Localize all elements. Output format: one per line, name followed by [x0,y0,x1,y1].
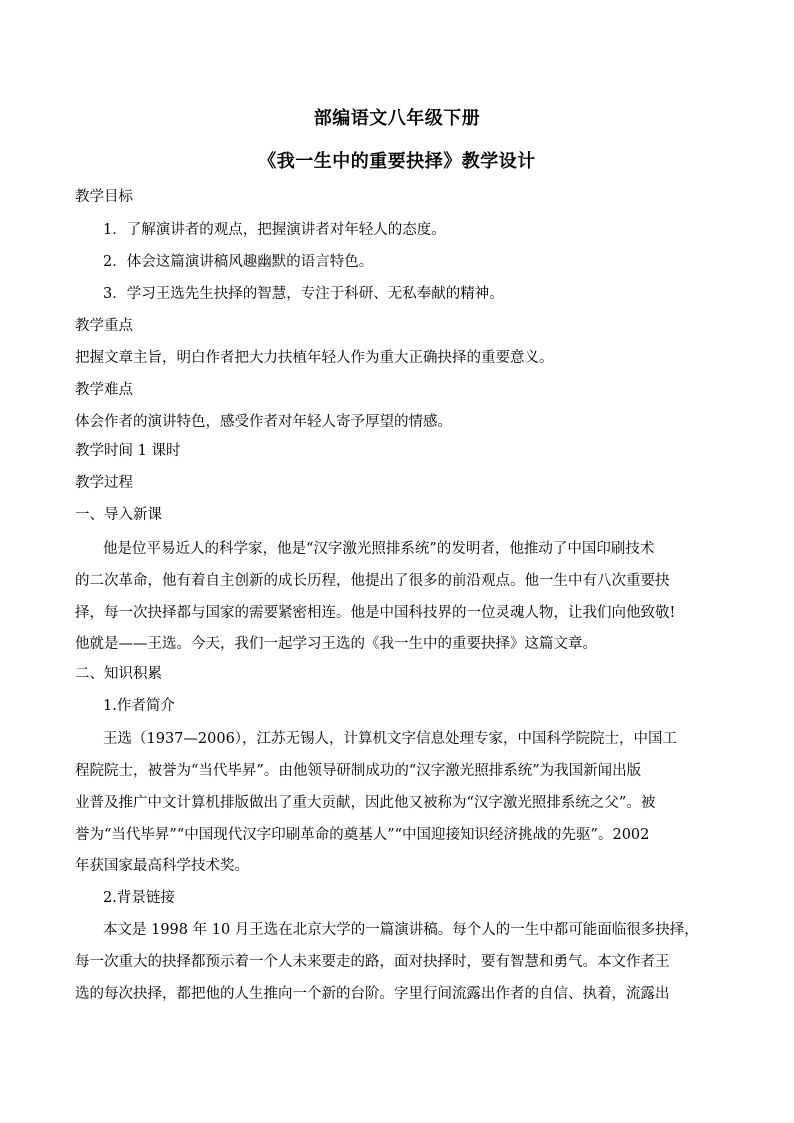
sub2-line-3: 选的每次抉择，都把他的人生推向一个新的台阶。字里行间流露出作者的自信、执着，流露出 [75,986,670,1002]
sub2-line-2: 每一次重大的抉择都预示着一个人未来要走的路，面对抉择时，要有智慧和勇气。本文作者王 [75,954,670,970]
difficulties-heading: 教学难点 [75,382,133,398]
section1-heading: 一、导入新课 [75,507,162,523]
sub2-line-1: 本文是 1998 年 10 月王选在北京大学的一篇演讲稿。每个人的一生中都可能面临很多抉择， [103,922,699,938]
key-points-heading: 教学重点 [75,318,133,334]
document-title-line1: 部编语文八年级下册 [313,108,481,129]
objective-item-3: 3．学习王选先生抉择的智慧，专注于科研、无私奉献的精神。 [103,286,504,302]
section1-line-1: 他是位平易近人的科学家，他是“汉字激光照排系统”的发明者，他推动了中国印刷技术 [103,541,655,557]
process-heading: 教学过程 [75,475,133,491]
objective-item-1: 1．了解演讲者的观点，把握演讲者对年轻人的态度。 [103,222,446,238]
sub1-line-5: 年获国家最高科学技术奖。 [75,858,249,874]
sub2-heading: 2.背景链接 [103,890,175,906]
sub1-line-1: 王选（1937—2006），江苏无锡人，计算机文字信息处理专家，中国科学院院士，中国工 [103,731,678,747]
section1-line-3: 择，每一次抉择都与国家的需要紧密相连。他是中国科技界的一位灵魂人物，让我们向他致敬! [75,605,676,621]
section1-line-2: 的二次革命，他有着自主创新的成长历程，他提出了很多的前沿观点。他一生中有八次重要抉 [75,573,670,589]
sub1-line-2: 程院院士，被誉为“当代毕昇”。由他领导研制成功的“汉字激光照排系统”为我国新闻出版 [75,763,642,779]
difficulties-text: 体会作者的演讲特色，感受作者对年轻人寄予厚望的情感。 [75,414,452,430]
key-points-text: 把握文章主旨，明白作者把大力扶植年轻人作为重大正确抉择的重要意义。 [75,350,554,366]
sub1-line-4: 誉为“当代毕昇”“中国现代汉字印刷革命的奠基人”“中国迎接知识经济挑战的先驱”。2002 [75,827,650,843]
objective-item-2: 2．体会这篇演讲稿风趣幽默的语言特色。 [103,254,374,270]
sub1-line-3: 业普及推广中文计算机排版做出了重大贡献，因此他又被称为“汉字激光照排系统之父”。被 [75,795,656,811]
sub1-heading: 1.作者简介 [103,698,175,714]
teaching-time: 教学时间 1 课时 [75,443,181,459]
section2-heading: 二、知识积累 [75,666,162,682]
objectives-heading: 教学目标 [75,189,133,205]
document-title-line2: 《我一生中的重要抉择》教学设计 [258,151,536,172]
section1-line-4: 他就是——王选。今天，我们一起学习王选的《我一生中的重要抉择》这篇文章。 [75,636,597,652]
